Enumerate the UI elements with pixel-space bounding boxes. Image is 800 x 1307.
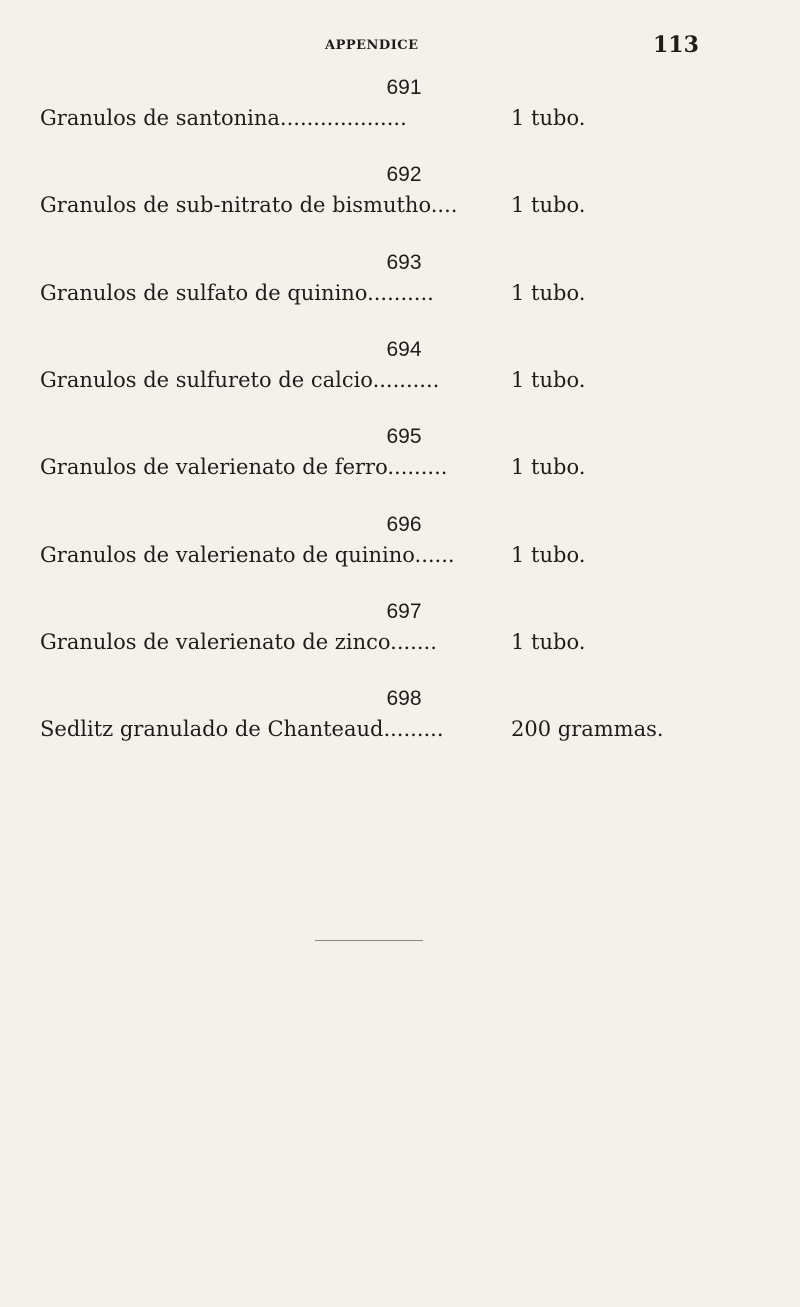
entry-description: Granulos de santonina................... bbox=[40, 106, 407, 130]
entry-description: Granulos de sulfureto de calcio.......... bbox=[40, 368, 440, 392]
page-header bbox=[0, 32, 800, 62]
entry-description: Granulos de valerienato de zinco....... bbox=[40, 630, 437, 654]
entry-description: Granulos de valerienato de ferro......... bbox=[40, 455, 448, 479]
entry-number: 693 bbox=[386, 251, 422, 274]
entry-694 bbox=[40, 338, 780, 408]
entry-description: Sedlitz granulado de Chanteaud......... bbox=[40, 717, 444, 741]
entry-quantity: 1 tubo. bbox=[511, 193, 586, 217]
entry-quantity: 1 tubo. bbox=[511, 630, 586, 654]
entry-692 bbox=[40, 163, 780, 233]
entry-number: 694 bbox=[386, 338, 422, 361]
entry-number: 695 bbox=[386, 425, 422, 448]
running-head: APPENDICE bbox=[325, 38, 419, 53]
entry-698 bbox=[40, 687, 780, 757]
entry-696 bbox=[40, 513, 780, 583]
entry-description: Granulos de sub-nitrato de bismutho.... bbox=[40, 193, 458, 217]
entry-number: 692 bbox=[386, 163, 422, 186]
page-number: 113 bbox=[653, 32, 699, 58]
entry-quantity: 1 tubo. bbox=[511, 368, 586, 392]
entry-number: 696 bbox=[386, 513, 422, 536]
entry-number: 698 bbox=[386, 687, 422, 710]
divider-rule bbox=[315, 940, 423, 941]
entry-description: Granulos de sulfato de quinino.......... bbox=[40, 281, 434, 305]
entry-697 bbox=[40, 600, 780, 670]
entry-693 bbox=[40, 251, 780, 321]
entry-quantity: 1 tubo. bbox=[511, 106, 586, 130]
entry-quantity: 1 tubo. bbox=[511, 281, 586, 305]
entry-quantity: 1 tubo. bbox=[511, 455, 586, 479]
entry-number: 691 bbox=[386, 76, 422, 99]
entry-quantity: 1 tubo. bbox=[511, 543, 586, 567]
entry-quantity: 200 grammas. bbox=[511, 717, 664, 741]
entry-691 bbox=[40, 76, 780, 146]
entry-description: Granulos de valerienato de quinino...... bbox=[40, 543, 455, 567]
entry-number: 697 bbox=[386, 600, 422, 623]
entry-695 bbox=[40, 425, 780, 495]
